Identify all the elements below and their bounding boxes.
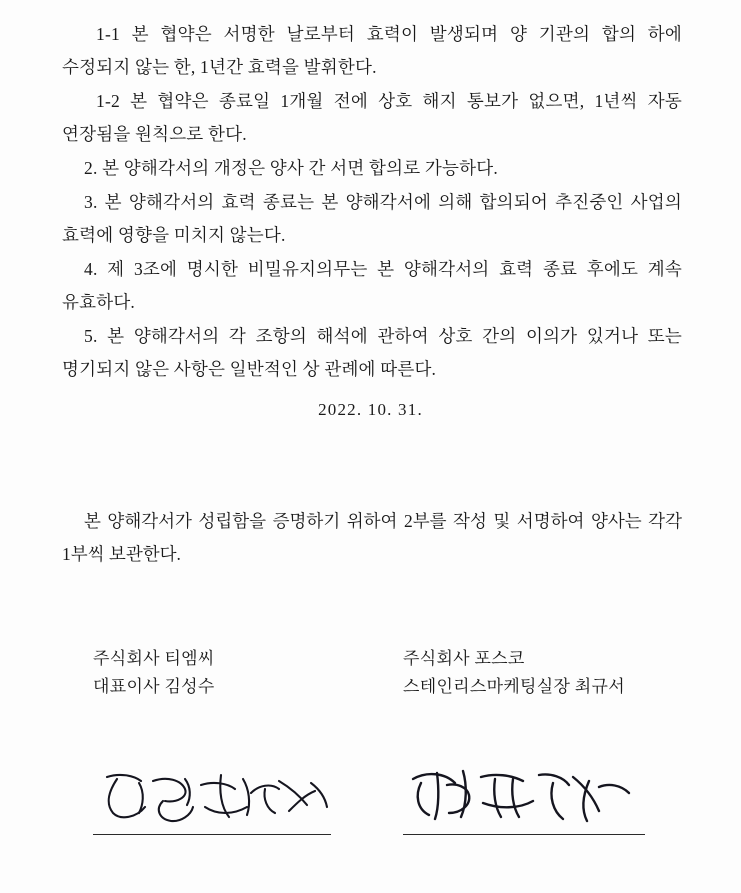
signature-block [0, 645, 741, 875]
clause-item-4: 4. 제 3조에 명시한 비밀유지의무는 본 양해각서의 효력 종료 후에도 계속 유효하다. [62, 259, 687, 312]
signatory-right-person: 스테인리스마케팅실장 최규서 [403, 677, 625, 696]
clause-item-1-1: 1-1 본 협약은 서명한 날로부터 효력이 발생되며 양 기관의 합의 하에 수정되지 않는 한, 1년간 효력을 발휘한다. [62, 24, 687, 77]
signature-right [403, 763, 653, 835]
clause-item-1-2: 1-2 본 협약은 종료일 1개월 전에 상호 해지 통보가 없으면, 1년씩 자동 연장됨을 원칙으로 한다. [62, 91, 687, 144]
clause-item-5: 5. 본 양해각서의 각 조항의 해석에 관하여 상호 간의 이의가 있거나 또는 명기되지 않은 사항은 일반적인 상 관례에 따른다. [62, 326, 687, 379]
signatory-left-person: 대표이사 김성수 [93, 677, 215, 696]
signature-left [93, 763, 343, 835]
signatory-left [93, 645, 353, 701]
clause-list [62, 18, 687, 387]
signature-left-line [93, 834, 331, 835]
clause-item-2: 2. 본 양해각서의 개정은 양사 간 서면 합의로 가능하다. [84, 158, 498, 178]
signatory-right [403, 645, 703, 701]
signing-date: 2022. 10. 31. [318, 400, 423, 419]
signatory-right-company: 주식회사 포스코 [403, 649, 525, 668]
signature-right-line [403, 834, 645, 835]
clause-item-3: 3. 본 양해각서의 효력 종료는 본 양해각서에 의해 합의되어 추진중인 사업의 효력에 영향을 미치지 않는다. [62, 192, 687, 245]
handwritten-signature-icon [403, 763, 653, 835]
closing-statement: 본 양해각서가 성립함을 증명하기 위하여 2부를 작성 및 서명하여 양사는 각각 1부씩 보관한다. [62, 511, 687, 564]
signatory-left-company: 주식회사 티엠씨 [93, 649, 215, 668]
handwritten-signature-icon [93, 763, 343, 835]
